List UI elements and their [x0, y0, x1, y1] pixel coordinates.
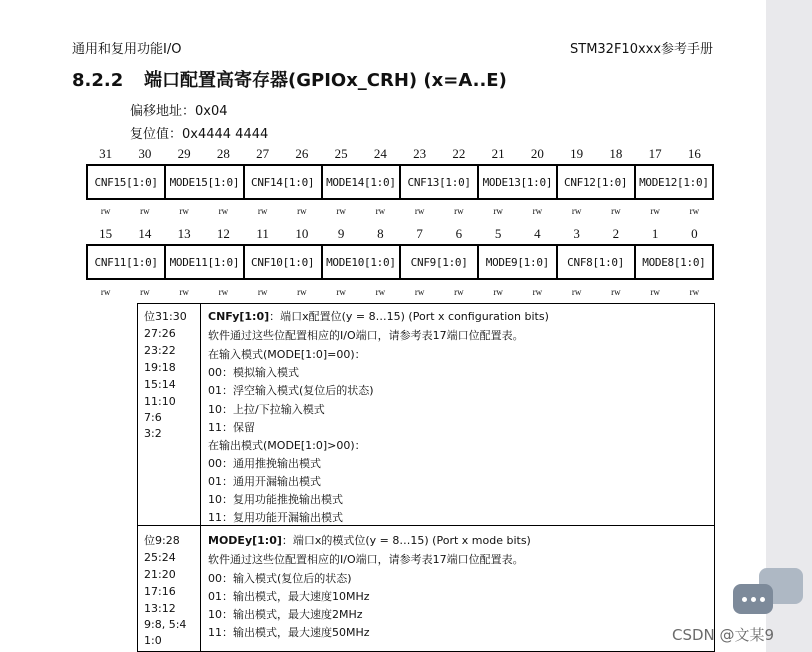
bit-range: 11:10: [144, 395, 176, 408]
register-field: MODE15[1:0]: [164, 166, 242, 198]
description-line: 10：输出模式，最大速度2MHz: [208, 608, 363, 621]
access-mode: rw: [297, 287, 307, 297]
access-mode: rw: [414, 287, 425, 297]
bit-numbers-low: [86, 226, 714, 242]
register-field: CNF10[1:0]: [243, 246, 321, 278]
cnf-title: [208, 308, 549, 324]
bit-range: 13:12: [144, 602, 176, 615]
bit-numbers-high: [86, 146, 714, 162]
bit-range: 21:20: [144, 568, 176, 581]
mode-description-row: [138, 526, 714, 651]
bit-number: 19: [570, 146, 584, 161]
bit-number: 5: [494, 226, 502, 241]
description-line: 11：输出模式，最大速度50MHz: [208, 626, 370, 639]
bit-number: 11: [256, 226, 269, 241]
access-row-high: [86, 206, 714, 218]
register-field: MODE12[1:0]: [634, 166, 712, 198]
bit-number: 6: [455, 226, 463, 241]
cnf-title-text: ：端口x配置位(y = 8…15) (Port x configuration bits): [269, 310, 549, 323]
bit-number: 14: [138, 226, 152, 241]
bit-number: 13: [177, 226, 191, 241]
access-mode: rw: [571, 206, 582, 216]
register-field: MODE10[1:0]: [321, 246, 399, 278]
register-field: MODE13[1:0]: [477, 166, 555, 198]
description-line: 11：复用功能开漏输出模式: [208, 511, 343, 524]
access-mode: rw: [493, 206, 503, 216]
access-mode: rw: [179, 287, 189, 297]
access-mode: rw: [650, 287, 660, 297]
description-line: 01：浮空输入模式(复位后的状态): [208, 384, 374, 397]
register-field: MODE8[1:0]: [634, 246, 712, 278]
bit-number: 8: [377, 226, 384, 241]
bit-number: 18: [609, 146, 623, 161]
access-mode: rw: [257, 287, 268, 297]
access-mode: rw: [257, 206, 268, 216]
bit-number: 16: [687, 146, 701, 161]
bit-number: 22: [452, 146, 466, 161]
reset-value: 复位值：0x4444 4444: [130, 127, 269, 142]
bit-number: 20: [530, 146, 544, 161]
access-mode: rw: [100, 287, 111, 297]
bit-range: 19:18: [144, 361, 176, 374]
access-mode: rw: [571, 287, 582, 297]
mode-field-name: MODEy[1:0]: [208, 534, 282, 547]
description-line: 在输出模式(MODE[1:0]>00)：: [208, 439, 366, 452]
bit-number: 28: [216, 146, 230, 161]
cnf-description-row: [138, 304, 714, 526]
bit-number: 30: [138, 146, 152, 161]
access-mode: rw: [179, 206, 189, 216]
bit-number: 27: [256, 146, 270, 161]
register-field: CNF12[1:0]: [556, 166, 634, 198]
bit-range: 27:26: [144, 327, 176, 340]
register-field: CNF15[1:0]: [94, 175, 158, 189]
description-line: 00：模拟输入模式: [208, 366, 299, 379]
access-mode: rw: [140, 206, 150, 216]
register-fields-low: [86, 244, 714, 280]
offset-address: 偏移地址：0x04: [130, 104, 228, 119]
register-fields-high: [86, 164, 714, 200]
chat-icon[interactable]: [733, 568, 803, 628]
access-mode: rw: [650, 206, 660, 216]
description-line: 01：输出模式，最大速度10MHz: [208, 590, 370, 603]
header-right: STM32F10xxx参考手册: [570, 42, 714, 57]
access-mode: rw: [336, 287, 346, 297]
access-mode: rw: [689, 206, 700, 216]
mode-title-text: ：端口x的模式位(y = 8…15) (Port x mode bits): [281, 534, 531, 547]
dot: [751, 597, 756, 602]
bit-range: 1:0: [144, 634, 162, 647]
dot: [760, 597, 765, 602]
register-field: MODE9[1:0]: [477, 246, 555, 278]
bit-number: 31: [99, 146, 113, 161]
bit-number: 23: [413, 146, 427, 161]
bit-number: 1: [651, 226, 659, 241]
access-mode: rw: [611, 287, 621, 297]
access-mode: rw: [375, 206, 386, 216]
bit-number: 7: [416, 226, 423, 241]
bit-range: 25:24: [144, 551, 176, 564]
bit-range: 3:2: [144, 427, 162, 440]
description-line: 00：通用推挽输出模式: [208, 457, 321, 470]
bit-number: 26: [295, 146, 309, 161]
bit-number: 15: [99, 226, 113, 241]
mode-title: [208, 532, 531, 548]
access-mode: rw: [532, 206, 543, 216]
section-title: [72, 66, 507, 92]
description-line: 10：上拉/下拉输入模式: [208, 403, 325, 416]
bit-range: 9:8, 5:4: [144, 618, 187, 631]
bit-number: 21: [491, 146, 505, 161]
bit-number: 0: [691, 226, 698, 241]
description-line: 软件通过这些位配置相应的I/O端口，请参考表17端口位配置表。: [208, 553, 524, 566]
mode-bit-positions: [138, 526, 201, 651]
access-mode: rw: [100, 206, 111, 216]
access-mode: rw: [218, 287, 229, 297]
access-mode: rw: [297, 206, 307, 216]
register-field: CNF11[1:0]: [94, 255, 158, 269]
bit-range: 17:16: [144, 585, 176, 598]
section-number: 8.2.2: [72, 70, 124, 91]
header-left: 通用和复用功能I/O: [72, 42, 182, 57]
access-mode: rw: [611, 206, 621, 216]
access-mode: rw: [375, 287, 386, 297]
bit-number: 10: [295, 226, 309, 241]
bit-range: 15:14: [144, 378, 176, 391]
dot: [742, 597, 747, 602]
description-line: 11：保留: [208, 421, 255, 434]
description-line: 01：通用开漏输出模式: [208, 475, 321, 488]
access-row-low: [86, 287, 714, 299]
bit-number: 9: [337, 226, 345, 241]
access-mode: rw: [454, 287, 464, 297]
access-mode: rw: [140, 287, 150, 297]
access-mode: rw: [454, 206, 464, 216]
bit-number: 4: [534, 226, 541, 241]
access-mode: rw: [493, 287, 503, 297]
cnf-bit-positions: [138, 304, 201, 525]
register-field: CNF14[1:0]: [243, 166, 321, 198]
access-mode: rw: [414, 206, 425, 216]
bit-number: 29: [177, 146, 191, 161]
bit-number: 25: [334, 146, 348, 161]
register-field: MODE11[1:0]: [164, 246, 242, 278]
bit-description-table: [137, 303, 715, 652]
access-mode: rw: [218, 206, 229, 216]
access-mode: rw: [689, 287, 700, 297]
access-mode: rw: [532, 287, 543, 297]
viewer-gutter: [766, 0, 812, 652]
csdn-watermark: CSDN @文某9: [672, 626, 775, 644]
bit-range: 位9:28: [144, 534, 180, 547]
bit-number: 2: [612, 226, 620, 241]
description-line: 00：输入模式(复位后的状态): [208, 572, 352, 585]
bit-range: 位31:30: [144, 310, 187, 323]
bit-range: 7:6: [144, 411, 162, 424]
description-line: 在输入模式(MODE[1:0]=00)：: [208, 348, 366, 361]
bit-range: 23:22: [144, 344, 176, 357]
register-field: CNF9[1:0]: [399, 246, 477, 278]
section-heading: 端口配置高寄存器(GPIOx_CRH) (x=A..E): [144, 70, 507, 91]
chat-bubble-front: [733, 584, 773, 614]
cnf-field-name: CNFy[1:0]: [208, 310, 270, 323]
description-line: 10：复用功能推挽输出模式: [208, 493, 343, 506]
description-line: 软件通过这些位配置相应的I/O端口，请参考表17端口位配置表。: [208, 329, 524, 342]
bit-number: 24: [373, 146, 387, 161]
register-field: CNF13[1:0]: [399, 166, 477, 198]
register-field: MODE14[1:0]: [321, 166, 399, 198]
register-field: CNF8[1:0]: [556, 246, 634, 278]
bit-number: 17: [648, 146, 662, 161]
bit-number: 12: [216, 226, 230, 241]
bit-number: 3: [573, 226, 580, 241]
access-mode: rw: [336, 206, 346, 216]
